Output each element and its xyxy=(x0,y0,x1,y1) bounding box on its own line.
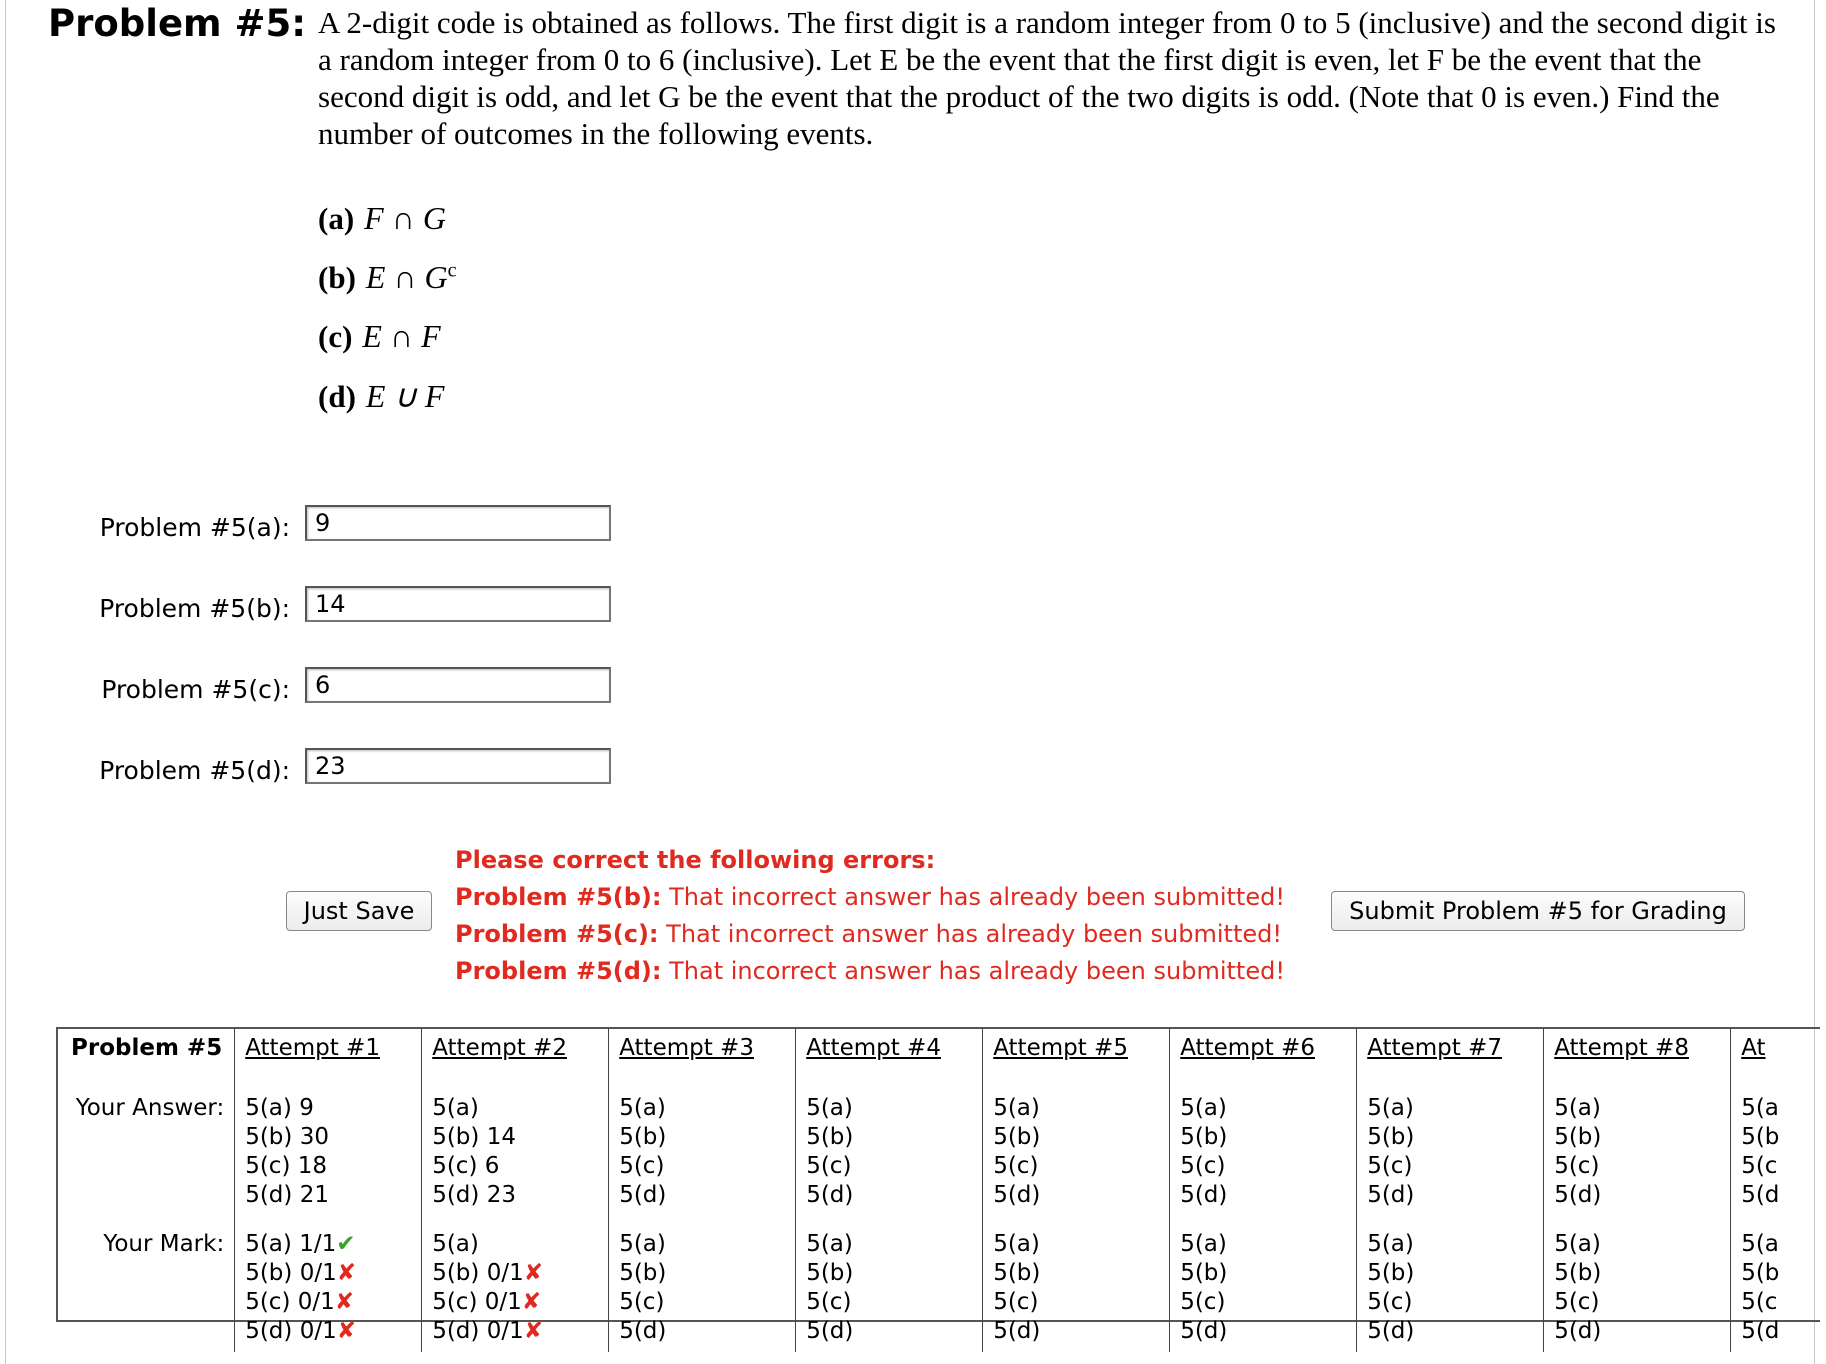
mark-text: 5(c) xyxy=(806,1289,852,1315)
mark-line xyxy=(1180,1288,1356,1317)
answer-line: 5(c) 18 xyxy=(245,1153,328,1179)
answer-line: 5(d) xyxy=(993,1182,1041,1208)
answer-row-d xyxy=(0,748,640,792)
mark-text: 5(a xyxy=(1741,1231,1779,1257)
answer-line: 5(d xyxy=(1741,1182,1780,1208)
answer-line: 5(d) 23 xyxy=(432,1182,516,1208)
mark-text: 5(b) xyxy=(806,1260,854,1286)
attempt-answers xyxy=(609,1088,796,1224)
mark-line xyxy=(619,1288,795,1317)
answer-line: 5(a) xyxy=(619,1095,666,1121)
cross-icon: ✘ xyxy=(336,1318,356,1344)
mark-line xyxy=(806,1230,982,1259)
answer-line: 5(d) xyxy=(619,1182,667,1208)
mark-text: 5(d) xyxy=(1554,1318,1602,1344)
answer-label-d: Problem #5(d): xyxy=(99,756,290,785)
your-answer-row xyxy=(57,1088,1781,1224)
attempt-header-7 xyxy=(1357,1028,1544,1088)
mark-line xyxy=(1554,1259,1730,1288)
error-item xyxy=(455,953,1285,990)
mark-line xyxy=(1554,1317,1730,1346)
mark-text: 5(a) xyxy=(619,1231,666,1257)
answer-line: 5(d) xyxy=(1367,1182,1415,1208)
attempt-header-4 xyxy=(796,1028,983,1088)
answer-input-c[interactable] xyxy=(305,667,611,703)
attempts-table xyxy=(57,1028,1781,1352)
mark-text: 5(b) 0/1 xyxy=(245,1260,337,1286)
attempt-header-3 xyxy=(609,1028,796,1088)
attempt-link[interactable]: Attempt #2 xyxy=(432,1035,567,1061)
answer-input-d[interactable] xyxy=(305,748,611,784)
just-save-button[interactable]: Just Save xyxy=(286,891,432,931)
part-expression: E ∩ F xyxy=(362,318,441,354)
attempt-marks xyxy=(983,1224,1170,1352)
answer-line: 5(b) 30 xyxy=(245,1124,329,1150)
attempt-answers xyxy=(796,1088,983,1224)
mark-text: 5(a) xyxy=(806,1231,853,1257)
mark-text: 5(d) xyxy=(1180,1318,1228,1344)
part-a xyxy=(318,200,457,259)
mark-line xyxy=(1367,1317,1543,1346)
answer-line: 5(c) xyxy=(1554,1153,1600,1179)
mark-line xyxy=(1741,1288,1781,1317)
mark-text: 5(b) xyxy=(619,1260,667,1286)
attempt-link[interactable]: At xyxy=(1741,1035,1766,1061)
error-item xyxy=(455,916,1285,953)
error-prefix: Problem #5(c): xyxy=(455,920,659,948)
part-d xyxy=(318,377,457,436)
answer-row-c xyxy=(0,667,640,711)
answer-line: 5(b) xyxy=(806,1124,854,1150)
error-text: That incorrect answer has already been submitted! xyxy=(661,883,1285,911)
mark-line xyxy=(619,1230,795,1259)
mark-line xyxy=(432,1230,608,1259)
answer-line: 5(c) xyxy=(993,1153,1039,1179)
part-expression: E ∪ F xyxy=(365,378,445,414)
part-c xyxy=(318,318,457,377)
answer-line: 5(a) xyxy=(993,1095,1040,1121)
attempt-marks xyxy=(1731,1224,1782,1352)
mark-text: 5(c) 0/1 xyxy=(245,1289,335,1315)
attempt-header-1 xyxy=(235,1028,422,1088)
mark-line xyxy=(432,1259,608,1288)
mark-line xyxy=(1554,1230,1730,1259)
mark-text: 5(b) 0/1 xyxy=(432,1260,524,1286)
mark-line xyxy=(993,1288,1169,1317)
submit-grading-button[interactable]: Submit Problem #5 for Grading xyxy=(1331,891,1745,931)
attempt-answers xyxy=(422,1088,609,1224)
attempt-marks xyxy=(1170,1224,1357,1352)
cross-icon: ✘ xyxy=(336,1260,356,1286)
answer-line: 5(b xyxy=(1741,1124,1780,1150)
mark-text: 5(b) xyxy=(1180,1260,1228,1286)
error-text: That incorrect answer has already been submitted! xyxy=(658,920,1282,948)
attempt-link[interactable]: Attempt #6 xyxy=(1180,1035,1315,1061)
cross-icon: ✘ xyxy=(334,1289,355,1315)
part-label: (b) xyxy=(318,260,356,295)
mark-text: 5(d) xyxy=(806,1318,854,1344)
your-mark-label: Your Mark: xyxy=(103,1231,225,1257)
mark-line xyxy=(1741,1259,1781,1288)
mark-line xyxy=(806,1288,982,1317)
mark-text: 5(d) 0/1 xyxy=(245,1318,337,1344)
mark-text: 5(c xyxy=(1741,1289,1778,1315)
attempt-marks xyxy=(1357,1224,1544,1352)
answer-line: 5(c xyxy=(1741,1153,1778,1179)
attempt-marks xyxy=(796,1224,983,1352)
mark-line xyxy=(806,1259,982,1288)
part-label: (d) xyxy=(318,379,356,414)
mark-line xyxy=(432,1288,608,1317)
error-title: Please correct the following errors: xyxy=(455,846,936,874)
mark-line xyxy=(245,1259,421,1288)
mark-text: 5(c) xyxy=(619,1289,665,1315)
answer-line: 5(b) xyxy=(993,1124,1041,1150)
mark-text: 5(a) 1/1 xyxy=(245,1231,337,1257)
attempt-header-5 xyxy=(983,1028,1170,1088)
mark-text: 5(a) xyxy=(1180,1231,1227,1257)
mark-text: 5(b) xyxy=(993,1260,1041,1286)
mark-line xyxy=(245,1317,421,1346)
answer-label-c: Problem #5(c): xyxy=(101,675,290,704)
mark-line xyxy=(1741,1317,1781,1346)
mark-line xyxy=(1367,1230,1543,1259)
error-text: That incorrect answer has already been submitted! xyxy=(661,957,1285,985)
answer-line: 5(d) 21 xyxy=(245,1182,329,1208)
answer-line: 5(c) xyxy=(619,1153,665,1179)
attempt-answers xyxy=(1357,1088,1544,1224)
mark-line xyxy=(1180,1230,1356,1259)
attempt-link[interactable]: Attempt #3 xyxy=(619,1035,754,1061)
answer-line: 5(a) 9 xyxy=(245,1095,314,1121)
answer-line: 5(a) xyxy=(432,1095,479,1121)
error-prefix: Problem #5(b): xyxy=(455,883,662,911)
table-corner: Problem #5 xyxy=(71,1035,223,1061)
attempt-marks xyxy=(422,1224,609,1352)
mark-text: 5(d) 0/1 xyxy=(432,1318,524,1344)
attempt-link[interactable]: Attempt #5 xyxy=(993,1035,1128,1061)
mark-line xyxy=(245,1230,421,1259)
mark-line xyxy=(993,1230,1169,1259)
complement-superscript: c xyxy=(447,259,457,282)
part-b xyxy=(318,259,457,318)
mark-line xyxy=(432,1317,608,1346)
part-expression: E ∩ G xyxy=(365,259,448,295)
attempt-answers xyxy=(235,1088,422,1224)
error-item xyxy=(455,879,1285,916)
mark-text: 5(c) xyxy=(993,1289,1039,1315)
mark-text: 5(d xyxy=(1741,1318,1780,1344)
mark-text: 5(c) xyxy=(1367,1289,1413,1315)
checkmark-icon: ✔ xyxy=(336,1231,356,1257)
mark-text: 5(b) xyxy=(1367,1260,1415,1286)
answer-line: 5(b) xyxy=(1367,1124,1415,1150)
answer-line: 5(a) xyxy=(1180,1095,1227,1121)
answer-line: 5(d) xyxy=(806,1182,854,1208)
answer-line: 5(b) xyxy=(619,1124,667,1150)
attempt-link[interactable]: Attempt #7 xyxy=(1367,1035,1502,1061)
error-prefix: Problem #5(d): xyxy=(455,957,662,985)
problem-parts xyxy=(318,200,457,436)
mark-text: 5(a) xyxy=(1554,1231,1601,1257)
answer-label-b: Problem #5(b): xyxy=(99,594,290,623)
mark-text: 5(c) 0/1 xyxy=(432,1289,522,1315)
attempt-header-8 xyxy=(1544,1028,1731,1088)
mark-line xyxy=(1180,1317,1356,1346)
answer-input-b[interactable] xyxy=(305,586,611,622)
attempt-answers xyxy=(983,1088,1170,1224)
attempt-link[interactable]: Attempt #1 xyxy=(245,1035,380,1061)
attempt-header-6 xyxy=(1170,1028,1357,1088)
cross-icon: ✘ xyxy=(523,1260,543,1286)
part-label: (a) xyxy=(318,201,355,236)
attempt-answers xyxy=(1170,1088,1357,1224)
problem-heading: Problem #5: xyxy=(48,2,307,45)
answer-line: 5(a) xyxy=(1367,1095,1414,1121)
attempts-header-row xyxy=(57,1028,1781,1088)
answer-line: 5(b) xyxy=(1180,1124,1228,1150)
attempt-header-2 xyxy=(422,1028,609,1088)
part-expression: F ∩ G xyxy=(364,200,446,236)
mark-text: 5(a) xyxy=(1367,1231,1414,1257)
answer-line: 5(b) 14 xyxy=(432,1124,516,1150)
mark-line xyxy=(1741,1230,1781,1259)
mark-line xyxy=(1554,1288,1730,1317)
answer-line: 5(a) xyxy=(806,1095,853,1121)
mark-text: 5(d) xyxy=(1367,1318,1415,1344)
mark-text: 5(d) xyxy=(619,1318,667,1344)
mark-text: 5(a) xyxy=(432,1231,479,1257)
part-label: (c) xyxy=(318,319,353,354)
answer-row-b xyxy=(0,586,640,630)
attempt-link[interactable]: Attempt #4 xyxy=(806,1035,941,1061)
mark-text: 5(b xyxy=(1741,1260,1780,1286)
mark-text: 5(a) xyxy=(993,1231,1040,1257)
attempt-marks xyxy=(609,1224,796,1352)
mark-text: 5(c) xyxy=(1554,1289,1600,1315)
your-mark-row xyxy=(57,1224,1781,1352)
answer-line: 5(c) 6 xyxy=(432,1153,500,1179)
your-answer-label: Your Answer: xyxy=(75,1095,225,1121)
mark-line xyxy=(993,1317,1169,1346)
answer-line: 5(c) xyxy=(1367,1153,1413,1179)
mark-line xyxy=(619,1259,795,1288)
answer-line: 5(c) xyxy=(806,1153,852,1179)
mark-line xyxy=(245,1288,421,1317)
cross-icon: ✘ xyxy=(521,1289,542,1315)
mark-line xyxy=(993,1259,1169,1288)
mark-line xyxy=(806,1317,982,1346)
answer-line: 5(d) xyxy=(1180,1182,1228,1208)
cross-icon: ✘ xyxy=(523,1318,543,1344)
answer-line: 5(c) xyxy=(1180,1153,1226,1179)
attempt-marks xyxy=(1544,1224,1731,1352)
attempt-answers xyxy=(1731,1088,1782,1224)
attempt-answers xyxy=(1544,1088,1731,1224)
attempt-marks xyxy=(235,1224,422,1352)
answer-line: 5(a) xyxy=(1554,1095,1601,1121)
mark-text: 5(c) xyxy=(1180,1289,1226,1315)
mark-line xyxy=(1180,1259,1356,1288)
answer-line: 5(a xyxy=(1741,1095,1779,1121)
mark-line xyxy=(619,1317,795,1346)
answer-label-a: Problem #5(a): xyxy=(99,513,290,542)
answer-line: 5(d) xyxy=(1554,1182,1602,1208)
error-messages xyxy=(455,842,1285,990)
attempt-link[interactable]: Attempt #8 xyxy=(1554,1035,1689,1061)
answer-row-a xyxy=(0,505,640,549)
mark-line xyxy=(1367,1288,1543,1317)
mark-text: 5(b) xyxy=(1554,1260,1602,1286)
answer-input-a[interactable] xyxy=(305,505,611,541)
problem-statement: A 2-digit code is obtained as follows. The first digit is a random integer from 0 to 5 (inclusive) and the second digit is a random integer from 0 to 6 (inclusive). Let E be the event that the first digit is even, let F be the event that the second digit is odd, and let G be the event that the product of the two digits is odd. (Note that 0 is even.) Find the number of outcomes in the following events. xyxy=(318,5,1776,151)
attempt-header-9 xyxy=(1731,1028,1782,1088)
answer-line: 5(b) xyxy=(1554,1124,1602,1150)
mark-text: 5(d) xyxy=(993,1318,1041,1344)
mark-line xyxy=(1367,1259,1543,1288)
